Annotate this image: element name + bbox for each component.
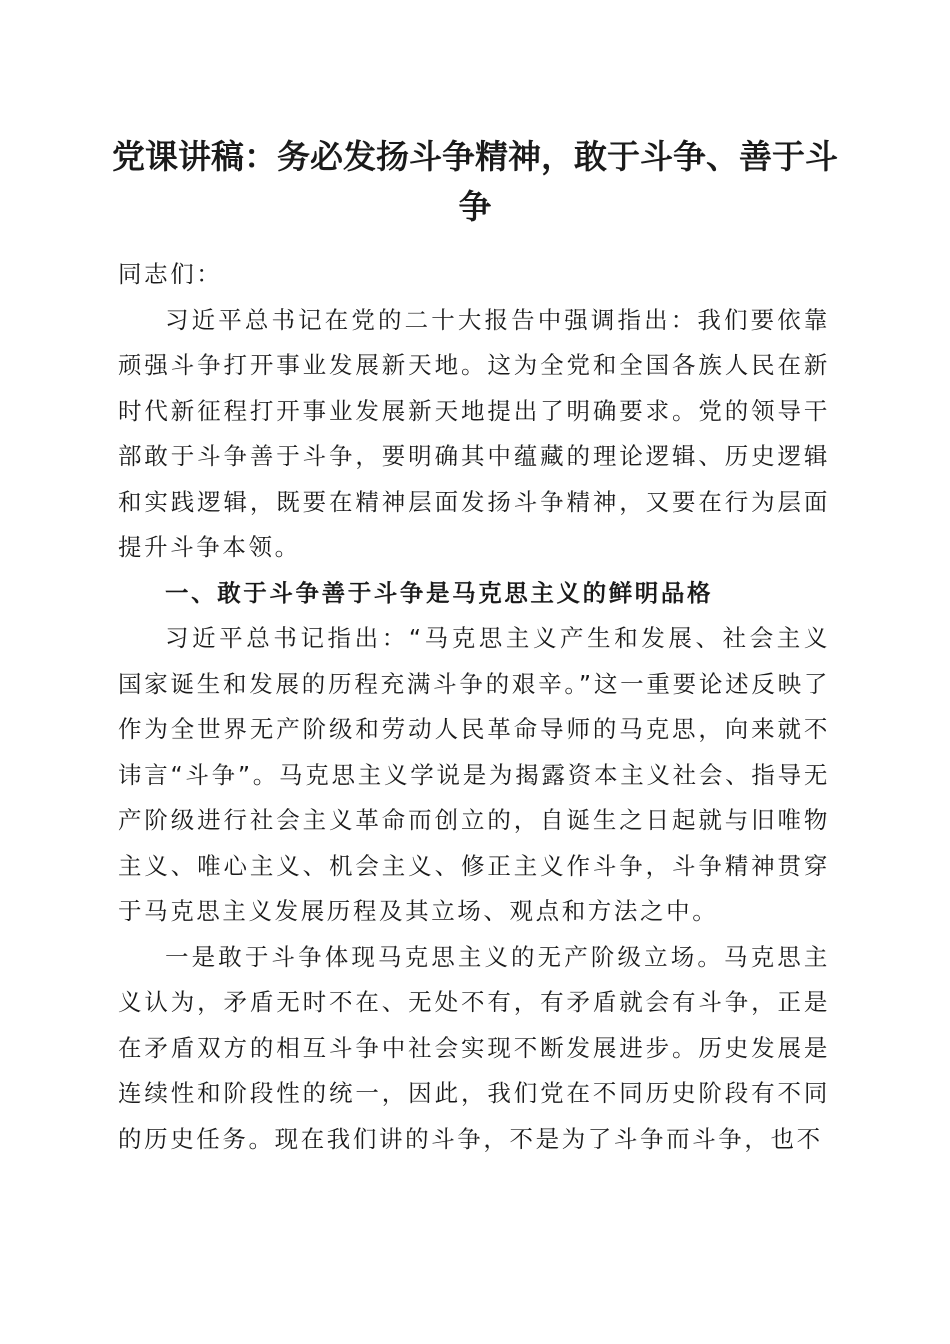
document-title: 党课讲稿：务必发扬斗争精神，敢于斗争、善于斗争 bbox=[112, 137, 838, 226]
document-body bbox=[118, 252, 830, 1162]
subsection-text: 马克思主义认为，矛盾无时不在、无处不有，有矛盾就会有斗争，正是在矛盾双方的相互斗争中社会实现不断发展进步。历史发展是连续性和阶段性的统一，因此，我们党在不同历史阶段有不同的历史任务。现在我们讲的斗争，不是为了斗争而斗争，也不 bbox=[118, 942, 830, 1153]
section-heading: 一、敢于斗争善于斗争是马克思主义的鲜明品格 bbox=[165, 578, 714, 607]
subsection-paragraph bbox=[118, 935, 830, 1163]
section-paragraph: 习近平总书记指出：“马克思主义产生和发展、社会主义国家诞生和发展的历程充满斗争的艰辛。”这一重要论述反映了作为全世界无产阶级和劳动人民革命导师的马克思，向来就不讳言“斗争”。马克思主义学说是为揭露资本主义社会、指导无产阶级进行社会主义革命而创立的，自诞生之日起就与旧唯物主义、唯心主义、机会主义、修正主义作斗争，斗争精神贯穿于马克思主义发展历程及其立场、观点和方法之中。 bbox=[118, 624, 830, 925]
greeting: 同志们： bbox=[118, 260, 223, 288]
subsection-lead: 一是敢于斗争体现马克思主义的无产阶级立场。 bbox=[165, 942, 725, 971]
intro-paragraph: 习近平总书记在党的二十大报告中强调指出：我们要依靠顽强斗争打开事业发展新天地。这为全党和全国各族人民在新时代新征程打开事业发展新天地提出了明确要求。党的领导干部敢于斗争善于斗争，要明确其中蕴藏的理论逻辑、历史逻辑和实践逻辑，既要在精神层面发扬斗争精神，又要在行为层面提升斗争本领。 bbox=[118, 305, 830, 561]
